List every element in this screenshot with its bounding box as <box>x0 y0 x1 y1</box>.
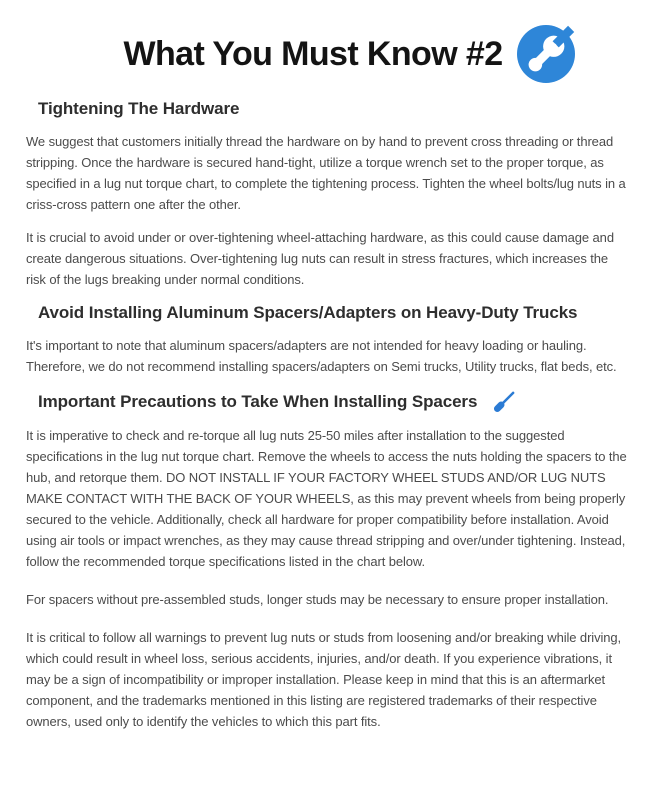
title-row <box>71 24 627 84</box>
paragraph-heavy-duty-trucks: It's important to note that aluminum spacers/adapters are not intended for heavy loading or hauling. Therefore, we do not recommend installing spacers/adapters on Semi trucks, Utility trucks, flat beds, etc. <box>26 338 617 374</box>
paragraph-longer-studs: For spacers without pre-assembled studs, longer studs may be necessary to ensure proper installation. <box>26 592 609 607</box>
heading-text: Important Precautions to Take When Installing Spacers <box>38 391 478 411</box>
paragraph-over-tightening: It is crucial to avoid under or over-tightening wheel-attaching hardware, as this could cause damage and create dangerous situations. Over-tightening lug nuts can result in stress fractures, which increases the risk of the lugs breaking under normal conditions. <box>26 230 614 287</box>
paragraph-warnings-disclaimer: It is critical to follow all warnings to prevent lug nuts or studs from loosening and/or breaking while driving, which could result in wheel loss, serious accidents, injuries, and/or death. If you experience vibrations, it may be a sign of incompatibility or improper installation. Please keep in mind that this is an aftermarket component, and the trademarks mentioned in this listing are registered trademarks of their respective owners, used only to identify the vehicles to which this part fits. <box>26 630 622 729</box>
heading-important-precautions <box>26 390 627 413</box>
heading-avoid-aluminum-spacers <box>26 303 627 323</box>
heading-tightening-the-hardware <box>26 99 627 119</box>
page-title: What You Must Know #2 <box>123 34 503 73</box>
heading-text: Tightening The Hardware <box>38 99 240 118</box>
paragraph-retorque-warning: It is imperative to check and re-torque all lug nuts 25-50 miles after installation to the suggested specifications in the lug nut torque chart. Remove the wheels to access the nuts holding the spacers to the hub, and retorque them. DO NOT INSTALL IF YOUR FACTORY WHEEL STUDS AND/OR LUG NUTS MAKE CONTACT WITH THE BACK OF YOUR WHEELS, as this may prevent wheels from being properly secured to the vehicle. Additionally, check all hardware for proper compatibility before installation. Avoid using air tools or impact wrenches, as they may cause thread stripping and over/under tightening. Instead, follow the recommended torque specifications listed in the chart below. <box>26 428 627 569</box>
wrench-icon <box>517 25 575 83</box>
heading-text: Avoid Installing Aluminum Spacers/Adapters on Heavy-Duty Trucks <box>38 303 578 322</box>
screwdriver-icon <box>493 390 516 413</box>
paragraph-hand-thread: We suggest that customers initially thread the hardware on by hand to prevent cross threading or thread stripping. Once the hardware is secured hand-tight, utilize a torque wrench set to the proper torque, as specified in a lug nut torque chart, to complete the tightening process. Tighten the wheel bolts/lug nuts in a criss-cross pattern one after the other. <box>26 134 626 212</box>
